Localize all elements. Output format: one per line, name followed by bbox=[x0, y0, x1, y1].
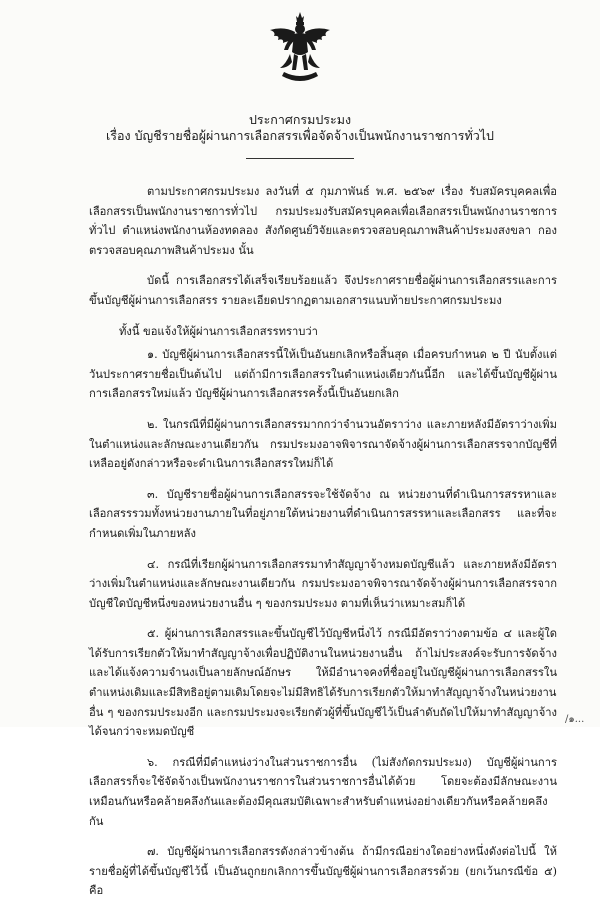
paragraph-preamble: ตามประกาศกรมประมง ลงวันที่ ๕ กุมภาพันธ์ พ.ศ. ๒๕๖๙ เรื่อง รับสมัครบุคคลเพื่อเลือกสรรเป็นพนักงานราชการทั่วไป กรมประมงรับสมัครบุคคลเพื่อเลือกสรรเป็นพนักงานราชการทั่วไป ตำแหน่งพนักงานห้องทดลอง สังกัดศูนย์วิจัยและตรวจสอบคุณภาพสินค้าประมงสงขลา กองตรวจสอบคุณภาพสินค้าประมง นั้น bbox=[89, 185, 557, 257]
page-continuation-mark: /๑... bbox=[565, 714, 585, 725]
clause-1: ๑. บัญชีผู้ผ่านการเลือกสรรนี้ให้เป็นอันยกเลิกหรือสิ้นสุด เมื่อครบกำหนด ๒ ปี นับตั้งแต่วันประกาศรายชื่อเป็นต้นไป แต่ถ้ามีการเลือกสรรในตำแหน่งเดียวกันนี้อีก และได้ขึ้นบัญชีผู้ผ่านการเลือกสรรใหม่แล้ว บัญชีผู้ผ่านการเลือกสรรครั้งนี้เป็นอันยกเลิก bbox=[89, 348, 557, 401]
clause-3: ๓. บัญชีรายชื่อผู้ผ่านการเลือกสรรจะใช้จัดจ้าง ณ หน่วยงานที่ดำเนินการสรรหาและเลือกสรรรวมทั้งหน่วยงานภายในที่อยู่ภายใต้หน่วยงานที่ดำเนินการสรรหาและเลือกสรร และที่จะกำหนดเพิ่มในภายหลัง bbox=[89, 487, 557, 540]
document-body bbox=[89, 182, 557, 912]
clause-5: ๕. ผู้ผ่านการเลือกสรรและขึ้นบัญชีไว้บัญชีหนึ่งไว้ กรณีมีอัตราว่างตามข้อ ๔ และผู้ใดได้รับการเรียกตัวให้มาทำสัญญาจ้างเพื่อปฏิบัติงานในหน่วยงานอื่น ถ้าไม่ประสงค์จะรับการจัดจ้างและได้แจ้งความจำนงเป็นลายลักษณ์อักษร ให้มีอำนาจคงที่ชื่ออยู่ในบัญชีผู้ผ่านการเลือกสรรในตำแหน่งเดิมและมีสิทธิอยู่ตามเดิมโดยจะไม่มีสิทธิได้รับการเรียกตัวให้มาทำสัญญาจ้างในหน่วยงานอื่น ๆ ของกรมประมงอีก และกรมประมงจะเรียกตัวผู้ที่ขึ้นบัญชีไว้เป็นลำดับถัดไปให้มาทำสัญญาจ้างได้จนกว่าจะหมดบัญชี bbox=[89, 627, 557, 739]
announcement-title: ประกาศกรมประมง bbox=[248, 112, 352, 127]
announcement-subject: เรื่อง บัญชีรายชื่อผู้ผ่านการเลือกสรรเพื่อจัดจ้างเป็นพนักงานราชการทั่วไป bbox=[106, 128, 494, 143]
paragraph-notice: ทั้งนี้ ขอแจ้งให้ผู้ผ่านการเลือกสรรทราบว่า bbox=[119, 324, 318, 338]
clause-7: ๗. บัญชีผู้ผ่านการเลือกสรรดังกล่าวข้างต้น ถ้ามีกรณีอย่างใดอย่างหนึ่งดังต่อไปนี้ ให้รายชื่อผู้ที่ได้ขึ้นบัญชีไว้นี้ เป็นอันถูกยกเลิกการขึ้นบัญชีผู้ผ่านการเลือกสรรด้วย (ยกเว้นกรณีข้อ ๕) คือ bbox=[89, 845, 557, 898]
garuda-emblem-icon bbox=[266, 10, 334, 86]
paragraph-now: บัดนี้ การเลือกสรรได้เสร็จเรียบร้อยแล้ว จึงประกาศรายชื่อผู้ผ่านการเลือกสรรและการขึ้นบัญชีผู้ผ่านการเลือกสรร รายละเอียดปรากฏตามเอกสารแนบท้ายประกาศกรมประมง bbox=[89, 274, 557, 307]
clause-4: ๔. กรณีที่เรียกผู้ผ่านการเลือกสรรมาทำสัญญาจ้างหมดบัญชีแล้ว และภายหลังมีอัตราว่างเพิ่มในตำแหน่งและลักษณะงานเดียวกัน กรมประมงอาจพิจารณาจัดจ้างผู้ผ่านการเลือกสรรจากบัญชีใดบัญชีหนึ่งของหน่วยงานอื่น ๆ ของกรมประมง ตามที่เห็นว่าเหมาะสมก็ได้ bbox=[89, 557, 557, 610]
clause-2: ๒. ในกรณีที่มีผู้ผ่านการเลือกสรรมากกว่าจำนวนอัตราว่าง และภายหลังมีอัตราว่างเพิ่มในตำแหน่งและลักษณะงานเดียวกัน กรมประมงอาจพิจารณาจัดจ้างผู้ผ่านการเลือกสรรจากบัญชีที่เหลืออยู่ดังกล่าวหรือจะดำเนินการเลือกสรรใหม่ก็ได้ bbox=[89, 417, 557, 471]
clause-6: ๖. กรณีที่มีตำแหน่งว่างในส่วนราชการอื่น (ไม่สังกัดกรมประมง) บัญชีผู้ผ่านการเลือกสรรก็จะใช้จัดจ้างเป็นพนักงานราชการในส่วนราชการอื่นได้ด้วย โดยจะต้องมีลักษณะงานเหมือนกันหรือคล้ายคลึงกันและต้องมีคุณสมบัติเฉพาะสำหรับตำแหน่งอย่างเดียวกันหรือคล้ายคลึงกัน bbox=[89, 755, 557, 828]
title-divider bbox=[246, 158, 354, 159]
